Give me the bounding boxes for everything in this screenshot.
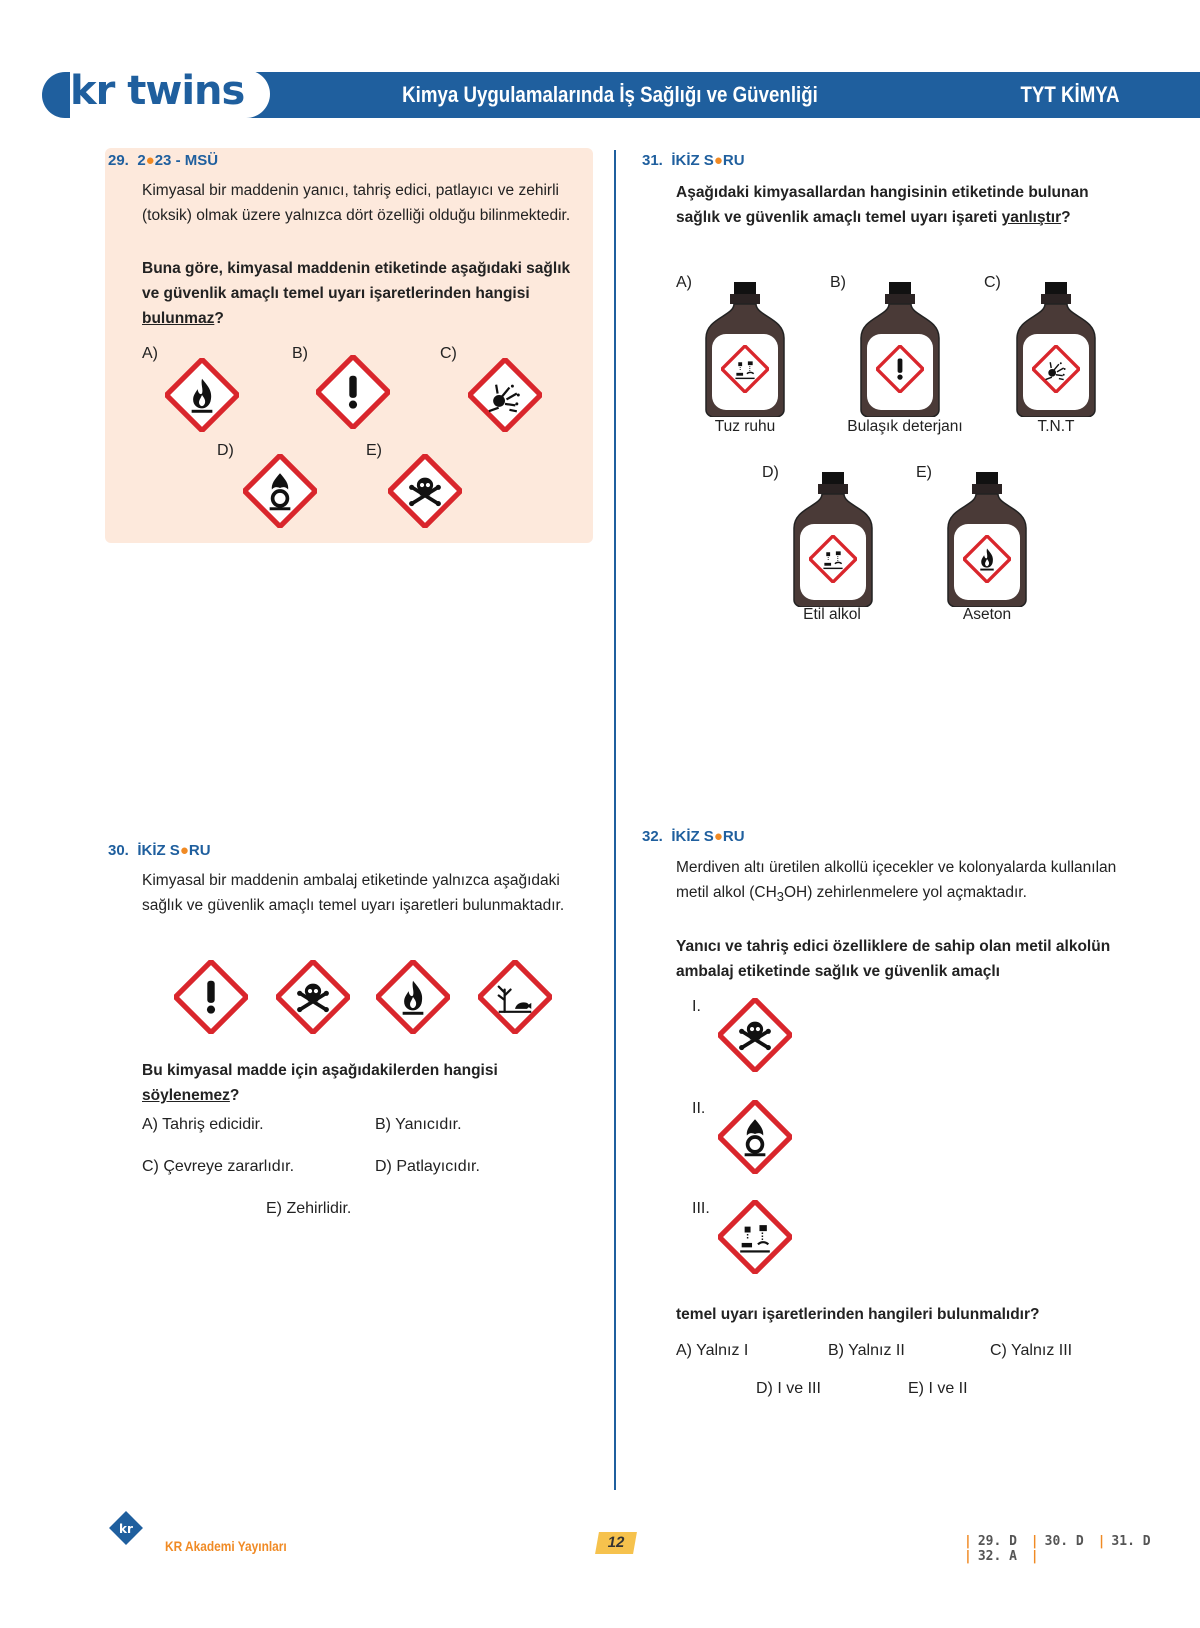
tag-part: İKİZ S <box>671 828 714 845</box>
option-e[interactable]: E) Zehirlidir. <box>266 1200 352 1217</box>
prompt-text: Buna göre, kimyasal maddenin etiketinde aşağıdaki sağlık ve güvenlik amaçlı temel uyarı işaretlerinden hangisi <box>142 260 571 302</box>
question-30-stem: Kimyasal bir maddenin ambalaj etiketinde yalnızca aşağıdaki sağlık ve güvenlik amaçlı temel uyarı işaretleri bulunmaktadır. <box>142 872 565 914</box>
question-30-header <box>108 842 211 860</box>
subject-label: TYT KİMYA <box>1020 82 1120 107</box>
option-d[interactable]: D) Patlayıcıdır. <box>375 1158 480 1175</box>
option-a[interactable]: A) Yalnız I <box>676 1342 749 1359</box>
question-32-lead: Yanıcı ve tahriş edici özelliklere de sahip olan metil alkolün ambalaj etiketinde sağlık ve güvenlik amaçlı <box>676 938 1111 980</box>
orange-o-icon: ● <box>179 842 189 859</box>
option-c[interactable]: C) Yalnız III <box>990 1342 1073 1359</box>
question-number: 31. <box>642 152 663 169</box>
answer-key <box>958 1534 1200 1564</box>
option-a-label[interactable]: A) <box>676 274 692 291</box>
bottle-name: Aseton <box>962 606 1012 623</box>
bottle-name: T.N.T <box>1037 418 1075 435</box>
separator: | <box>964 1549 972 1564</box>
option-c[interactable]: C) Çevreye zararlıdır. <box>142 1158 295 1175</box>
tag-part: İKİZ S <box>137 842 180 859</box>
question-29-header <box>108 152 218 170</box>
subscript: 3 <box>776 889 784 905</box>
option-c-label[interactable]: C) <box>984 274 1001 291</box>
bottle-name: Etil alkol <box>803 606 861 623</box>
column-divider <box>614 150 616 1490</box>
answer-item: 30. D <box>1044 1534 1084 1549</box>
option-c-label[interactable]: C) <box>440 345 457 362</box>
kr-akademi-logo <box>106 1508 146 1548</box>
flame-over-circle-icon <box>718 1100 792 1174</box>
stem-text: OH) zehirlenmelere yol açmaktadır. <box>783 884 1027 901</box>
flame-icon <box>963 535 1011 583</box>
question-number: 29. <box>108 152 129 169</box>
ikiz-soru-tag <box>671 152 744 169</box>
tag-part: 2 <box>137 152 146 169</box>
answer-item: 29. D <box>977 1534 1017 1549</box>
question-29-stem: Kimyasal bir maddenin yanıcı, tahriş edici, patlayıcı ve zehirli (toksik) olmak üzere yalnızca dört özelliği olduğu bilinmektedir. <box>142 182 571 224</box>
corrosion-icon <box>718 1200 792 1274</box>
corrosion-icon <box>721 345 769 393</box>
separator: | <box>964 1534 972 1549</box>
tag-part: İKİZ S <box>671 152 714 169</box>
question-32-stem <box>676 855 1126 909</box>
option-e-label[interactable]: E) <box>366 442 382 459</box>
orange-o-icon: ● <box>713 828 723 845</box>
corrosion-icon <box>809 535 857 583</box>
environment-icon <box>478 960 552 1034</box>
question-number: 30. <box>108 842 129 859</box>
exclamation-icon <box>876 345 924 393</box>
prompt-text: Bu kimyasal madde için aşağıdakilerden hangisi <box>142 1062 498 1079</box>
bottle-name: Tuz ruhu <box>714 418 776 435</box>
option-e-label[interactable]: E) <box>916 464 932 481</box>
option-b-label[interactable]: B) <box>830 274 846 291</box>
separator: | <box>1030 1549 1039 1564</box>
answer-item: 31. D <box>1111 1534 1151 1549</box>
ikiz-soru-tag <box>671 828 744 845</box>
flame-icon[interactable] <box>165 358 239 432</box>
prompt-underlined: söylenemez <box>142 1087 230 1104</box>
explosion-icon <box>1032 345 1080 393</box>
ikiz-soru-tag <box>137 842 210 859</box>
page-number: 12 <box>595 1532 637 1554</box>
flame-icon <box>376 960 450 1034</box>
skull-crossbones-icon[interactable] <box>388 454 462 528</box>
tag-part: RU <box>722 152 745 169</box>
tag-part: RU <box>188 842 211 859</box>
separator: | <box>1030 1534 1039 1549</box>
prompt-underlined: yanlıştır <box>1001 209 1062 226</box>
prompt-text: Aşağıdaki kimyasallardan hangisinin etiketinde bulunan sağlık ve güvenlik amaçlı temel uyarı işareti <box>676 184 1089 226</box>
answer-item: 32. A <box>977 1549 1017 1564</box>
flame-over-circle-icon[interactable] <box>243 454 317 528</box>
question-number: 32. <box>642 828 663 845</box>
option-b-label[interactable]: B) <box>292 345 308 362</box>
explosion-icon[interactable] <box>468 358 542 432</box>
option-a[interactable]: A) Tahriş edicidir. <box>142 1116 264 1133</box>
prompt-text: ? <box>1061 209 1071 226</box>
tag-part: RU <box>722 828 745 845</box>
option-b[interactable]: B) Yanıcıdır. <box>375 1116 462 1133</box>
skull-crossbones-icon <box>276 960 350 1034</box>
skull-crossbones-icon <box>718 998 792 1072</box>
exclamation-icon[interactable] <box>316 355 390 429</box>
prompt-text: ? <box>229 1087 240 1104</box>
separator: | <box>1097 1534 1106 1549</box>
source-tag <box>137 152 218 169</box>
question-32-header <box>642 828 745 846</box>
orange-o-icon: ● <box>713 152 723 169</box>
question-32-prompt: temel uyarı işaretlerinden hangileri bulunmalıdır? <box>676 1306 1040 1323</box>
question-31-prompt <box>676 180 1116 230</box>
bottle-name: Bulaşık deterjanı <box>847 418 963 435</box>
item-i-label: I. <box>692 998 701 1015</box>
option-e[interactable]: E) I ve II <box>908 1380 968 1397</box>
chapter-title: Kimya Uygulamalarında İş Sağlığı ve Güvenliği <box>402 82 818 107</box>
option-a-label[interactable]: A) <box>142 345 158 362</box>
publisher-name: KR Akademi Yayınları <box>165 1538 287 1554</box>
question-30-prompt <box>142 1058 562 1108</box>
option-b[interactable]: B) Yalnız II <box>828 1342 905 1359</box>
option-d-label[interactable]: D) <box>217 442 234 459</box>
question-31-header <box>642 152 745 170</box>
item-ii-label: II. <box>692 1100 706 1117</box>
option-d[interactable]: D) I ve III <box>756 1380 821 1397</box>
tag-part: 23 - MSÜ <box>154 152 219 169</box>
stem-text: Merdiven altı üretilen alkollü içecekler ve kolonyalarda kullanılan metil alkol (CH <box>676 859 1117 901</box>
question-29-prompt <box>142 256 572 331</box>
prompt-underlined: bulunmaz <box>142 310 215 327</box>
item-iii-label: III. <box>692 1200 710 1217</box>
prompt-text: ? <box>214 310 224 327</box>
exclamation-icon <box>174 960 248 1034</box>
svg-text:kr: kr <box>119 1522 133 1536</box>
orange-o-icon: ● <box>145 152 155 169</box>
kr-twins-logo: kr twins <box>70 68 245 114</box>
option-d-label[interactable]: D) <box>762 464 779 481</box>
